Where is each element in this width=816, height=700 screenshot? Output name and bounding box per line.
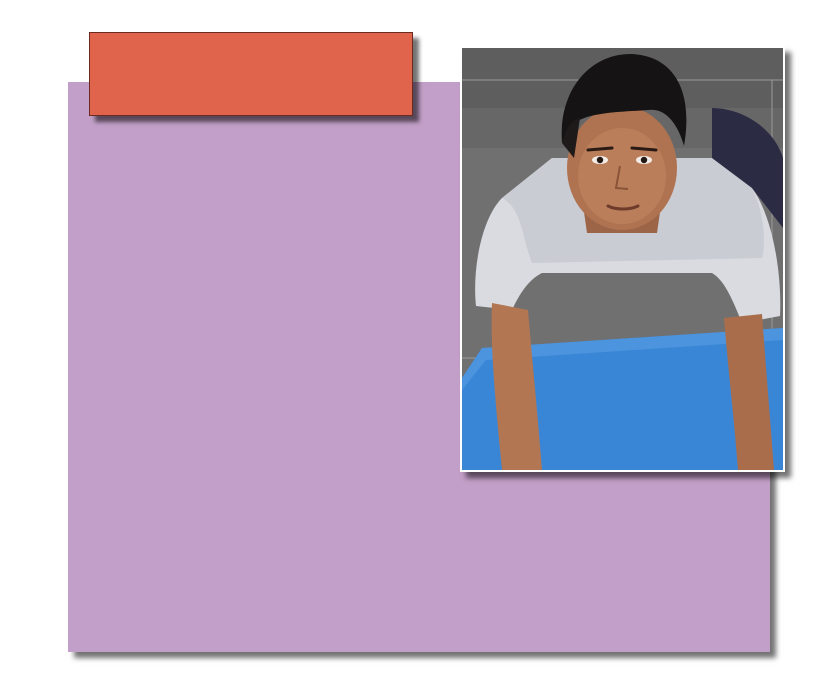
title-banner: [89, 32, 413, 116]
student-exercise-photo: [460, 46, 785, 472]
